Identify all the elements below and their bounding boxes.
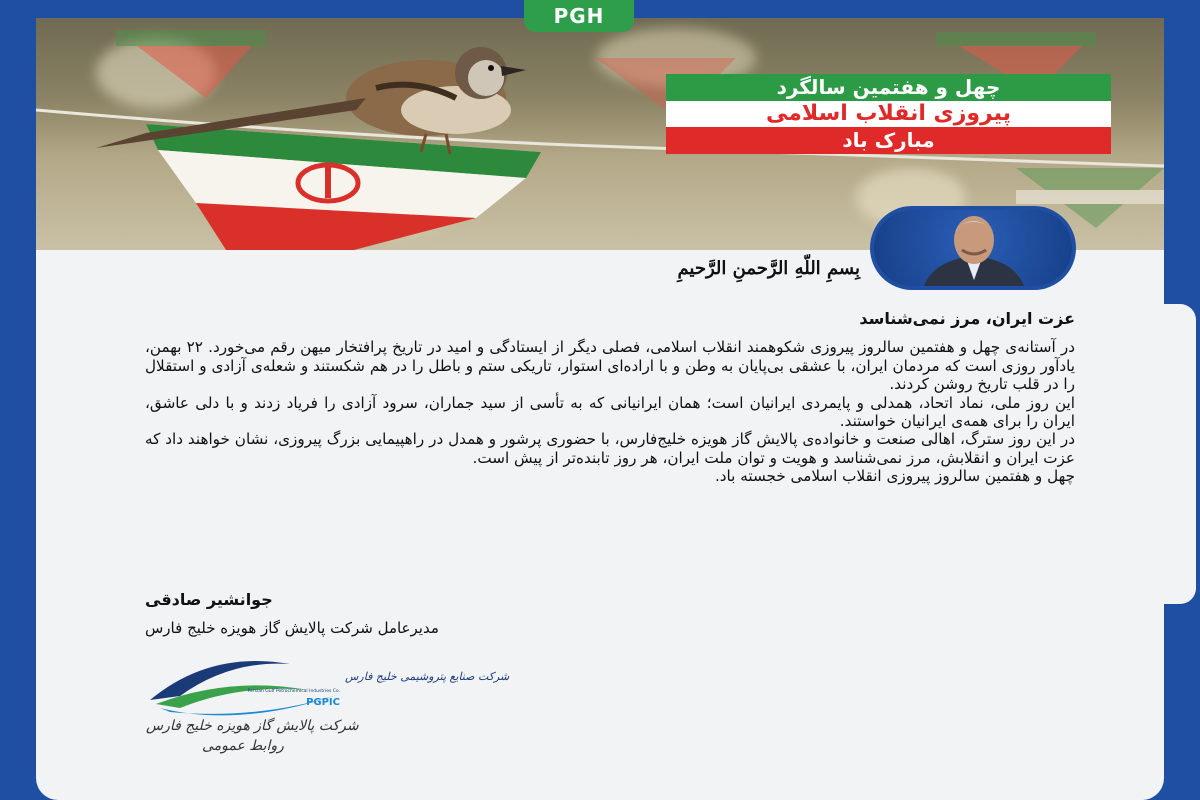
logo-sub-company: شرکت پالایش گاز هویزه خلیج فارس <box>146 718 359 734</box>
message-body <box>145 310 1075 486</box>
message-paragraph: در آستانه‌ی چهل و هفتمین سالروز پیروزی شکوهمند انقلاب اسلامی، فصلی دیگر از ایستادگی و امید در تاریخ پرافتخار میهن رقم می‌خورد. ۲۲ بهمن، یادآور روزی است که مردمان ایران، با عشقی بی‌پایان به وطن و با اراده‌ای استوار، تاریکی ستم و باطل را در هم شکستند و شعله‌ی آزادی و استقلال را در قلب تاریخ روشن کردند. <box>145 338 1075 394</box>
message-heading: عزت ایران، مرز نمی‌شناسد <box>859 309 1075 328</box>
logo-subtitle <box>146 716 376 756</box>
portrait-photo <box>874 210 1072 286</box>
signature-block <box>145 590 645 637</box>
banner-line-3: مبارک باد <box>666 127 1111 154</box>
signatory-name: جوانشیر صادقی <box>145 590 273 609</box>
logo-abbr: PGPIC <box>306 697 340 708</box>
logo-department: روابط عمومی <box>202 738 284 754</box>
signatory-role: مدیرعامل شرکت پالایش گاز هویزه خلیج فارس <box>145 619 439 637</box>
message-paragraph: چهل و هفتمین سالروز پیروزی انقلاب اسلامی خجسته باد. <box>714 467 1075 486</box>
pgh-tab: PGH <box>524 0 634 32</box>
logo-name-fa: شرکت صنایع پتروشیمی خلیج فارس <box>345 670 510 683</box>
banner-line-2: پیروزی انقلاب اسلامی <box>666 101 1111 128</box>
banner-line-1: چهل و هفتمین سالگرد <box>666 74 1111 101</box>
message-paragraph: این روز ملی، نماد اتحاد، همدلی و پایمردی ایرانیان است؛ همان ایرانیانی که به تأسی از سید جماران، سرود آزادی را فریاد زدند و با دلی عاشق، ایران را برای همه‌ی ایرانیان خواستند. <box>145 393 1075 431</box>
logo-name-en: Persian Gulf Petrochemical Industries Co. <box>247 689 340 694</box>
message-paragraph: در این روز سترگ، اهالی صنعت و خانواده‌ی پالایش گاز هویزه خلیج‌فارس، با حضوری پرشور و همدل در راهپیمایی بزرگ پیروزی، نشان خواهند داد که عزت ایران و انقلابش، مرز نمی‌شناسد و هویت و توان ملت ایران، هر روز تابنده‌تر از پیش است. <box>145 430 1075 467</box>
basmala: بِسمِ اللّهِ الرَّحمنِ الرَّحیمِ <box>677 258 860 279</box>
anniversary-banner <box>666 74 1111 154</box>
ceo-portrait <box>870 206 1076 290</box>
